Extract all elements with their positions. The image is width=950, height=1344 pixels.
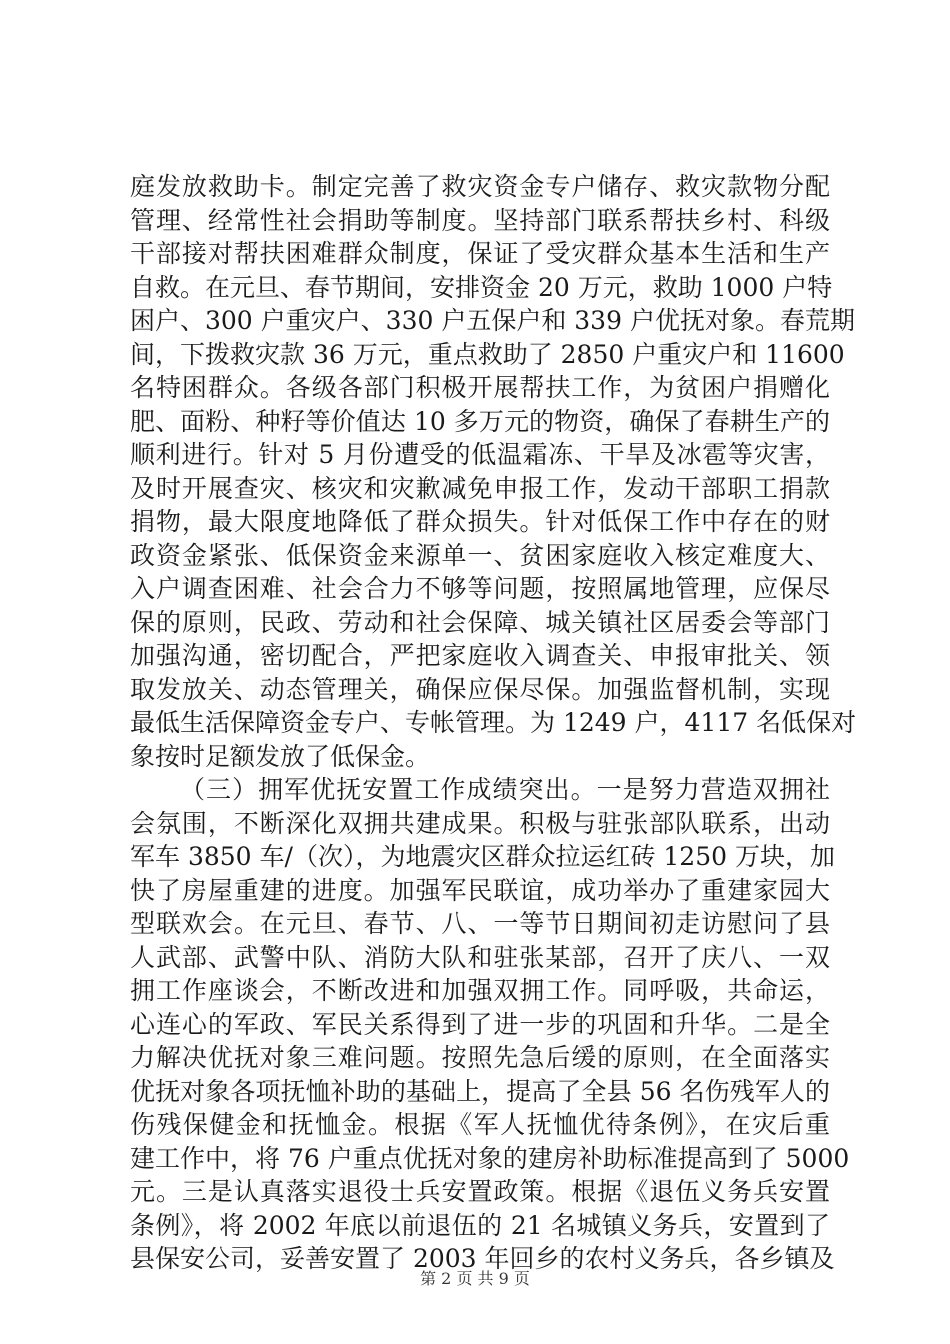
text-line: 心连心的军政、军民关系得到了进一步的巩固和升华。二是全 xyxy=(130,1009,830,1039)
text-line: 快了房屋重建的进度。加强军民联谊，成功举办了重建家园大 xyxy=(130,875,830,905)
text-line: 困户、300 户重灾户、330 户五保户和 339 户优抚对象。春荒期 xyxy=(130,306,855,335)
text-line: 伤残保健金和抚恤金。根据《军人抚恤优待条例》，在灾后重 xyxy=(130,1110,830,1139)
text-line: 县保安公司，妥善安置了 2003 年回乡的农村义务兵，各乡镇及 xyxy=(130,1244,835,1273)
text-line: 及时开展查灾、核灾和灾歉减免申报工作，发动干部职工捐款 xyxy=(130,473,830,503)
text-line: 最低生活保障资金专户、专帐管理。为 1249 户，4117 名低保对 xyxy=(130,708,857,737)
paragraph-end-line: 象按时足额发放了低保金。 xyxy=(130,741,431,771)
body-text xyxy=(130,170,857,1276)
text-line: 庭发放救助卡。制定完善了救灾资金专户储存、救灾款物分配 xyxy=(130,172,830,201)
text-line: 肥、面粉、种籽等价值达 10 多万元的物资，确保了春耕生产的 xyxy=(130,406,830,436)
text-line: 优抚对象各项抚恤补助的基础上，提高了全县 56 名伤残军人的 xyxy=(130,1076,830,1106)
page-number-footer: 第 2 页 共 9 页 xyxy=(420,1269,530,1288)
text-line: 条例》，将 2002 年底以前退伍的 21 名城镇义务兵，安置到了 xyxy=(130,1210,830,1240)
text-line: 拥工作座谈会，不断改进和加强双拥工作。同呼吸，共命运， xyxy=(130,976,830,1005)
text-line: 管理、经常性社会捐助等制度。坚持部门联系帮扶乡村、科级 xyxy=(130,205,830,235)
text-line: 保的原则，民政、劳动和社会保障、城关镇社区居委会等部门 xyxy=(130,607,830,637)
text-line: 军车 3850 车/（次），为地震灾区群众拉运红砖 1250 万块，加 xyxy=(130,842,835,871)
text-line: 型联欢会。在元旦、春节、八、一等节日期间初走访慰问了县 xyxy=(130,909,830,938)
text-line: 自救。在元旦、春节期间，安排资金 20 万元，救助 1000 户特 xyxy=(130,272,833,302)
text-line: 建工作中，将 76 户重点优抚对象的建房补助标准提高到了 5000 xyxy=(130,1143,850,1173)
text-line: 加强沟通，密切配合，严把家庭收入调查关、申报审批关、领 xyxy=(130,641,830,670)
text-line: 取发放关、动态管理关，确保应保尽保。加强监督机制，实现 xyxy=(130,674,830,704)
text-line: 会氛围，不断深化双拥共建成果。积极与驻张部队联系，出动 xyxy=(130,808,830,838)
text-line: 力解决优抚对象三难问题。按照先急后缓的原则，在全面落实 xyxy=(130,1043,830,1072)
text-line: 捐物，最大限度地降低了群众损失。针对低保工作中存在的财 xyxy=(130,507,830,536)
text-line: 人武部、武警中队、消防大队和驻张某部，召开了庆八、一双 xyxy=(130,942,830,972)
text-line: 顺利进行。针对 5 月份遭受的低温霜冻、干旱及冰雹等灾害， xyxy=(130,440,830,469)
text-line: 干部接对帮扶困难群众制度，保证了受灾群众基本生活和生产 xyxy=(130,239,830,268)
text-line: 名特困群众。各级各部门积极开展帮扶工作，为贫困户捐赠化 xyxy=(130,373,830,402)
text-line: 政资金紧张、低保资金来源单一、贫困家庭收入核定难度大、 xyxy=(130,540,830,570)
text-line: 元。三是认真落实退役士兵安置政策。根据《退伍义务兵安置 xyxy=(130,1177,830,1206)
text-line: 间，下拨救灾款 36 万元，重点救助了 2850 户重灾户和 11600 xyxy=(130,339,845,369)
section-heading-line: （三）拥军优抚安置工作成绩突出。一是努力营造双拥社 xyxy=(180,775,830,804)
text-line: 入户调查困难、社会合力不够等问题，按照属地管理，应保尽 xyxy=(130,574,830,603)
